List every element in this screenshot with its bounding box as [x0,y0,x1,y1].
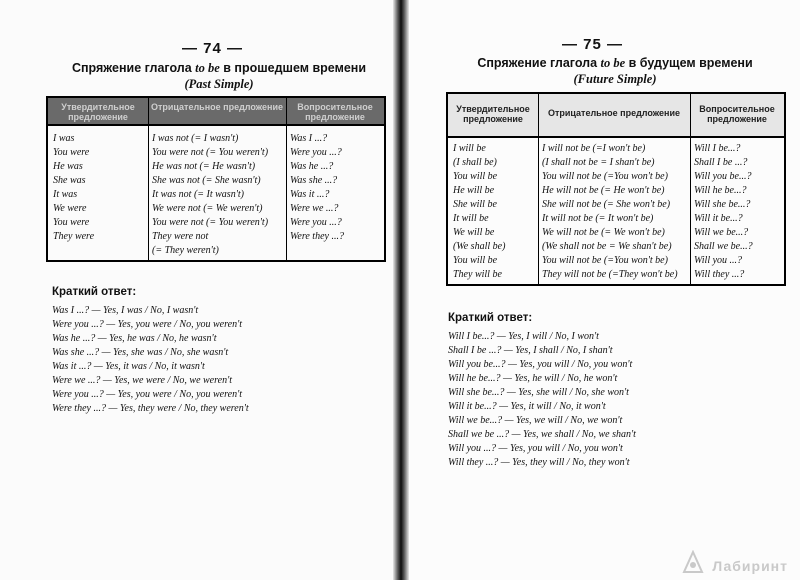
table-cell: You were not (= You weren't) [152,217,269,228]
table-cell: It will not be (= It won't be) [542,213,654,224]
short-answer-line: Will she be...? — Yes, she will / No, she won't [448,387,629,398]
table-cell: They will be [453,269,502,280]
short-answer-line: Were you ...? — Yes, you were / No, you weren't [52,389,242,400]
table-cell: She will be [453,199,497,210]
left-page [0,0,398,580]
table-divider [286,98,287,260]
short-answer-list [448,330,636,470]
watermark: Лабиринт [712,558,788,574]
short-answer-line: Will he be...? — Yes, he will / No, he won't [448,373,618,384]
table-cell: (= They weren't) [152,245,219,256]
table-cell: I will be [453,143,486,154]
table-cell: Will they ...? [694,269,745,280]
table-cell: Shall we be...? [694,241,753,252]
table-cell: We were not (= We weren't) [152,203,263,214]
table-cell: Was she ...? [290,175,338,186]
table-cell: She will not be (= She won't be) [542,199,671,210]
table-cell: You will be [453,255,498,266]
table-cell: (I shall not be = I shan't be) [542,157,655,168]
table-cell: You were not (= You weren't) [152,147,269,158]
table-cell: I was [53,133,75,144]
table-cell: (I shall be) [453,157,497,168]
short-answer-line: Was she ...? — Yes, she was / No, she wasn't [52,347,229,358]
short-answer-line: Was it ...? — Yes, it was / No, it wasn't [52,361,205,372]
table-cell: Will you ...? [694,255,743,266]
short-answer-line: Will you be...? — Yes, you will / No, you won't [448,359,633,370]
table-cell: Was I ...? [290,133,328,144]
short-answer-line: Will it be...? — Yes, it will / No, it won't [448,401,606,412]
table-cell: Will it be...? [694,213,743,224]
table-cell: We will be [453,227,495,238]
table-header-question: Вопросительное предложение [690,94,784,138]
table-cell: I was not (= I wasn't) [152,133,239,144]
table-cell: They were [53,231,95,242]
table-cell: Shall I be ...? [694,157,748,168]
short-answer-heading: Краткий ответ: [448,312,533,324]
short-answer-line: Will I be...? — Yes, I will / No, I won't [448,331,599,342]
table-cell: You were [53,147,90,158]
question-column [694,142,753,282]
table-cell: Will you be...? [694,171,752,182]
short-answer-line: Will you ...? — Yes, you will / No, you won't [448,443,623,454]
table-cell: Will he be...? [694,185,747,196]
table-cell: It was [53,189,78,200]
page-number: — 74 — [182,40,244,57]
short-answer-line: Shall I be ...? — Yes, I shall / No, I shan't [448,345,613,356]
table-cell: You will be [453,171,498,182]
table-cell: You will not be (=You won't be) [542,255,668,266]
short-answer-line: Were they ...? — Yes, they were / No, they weren't [52,403,249,414]
short-answer-list [52,304,249,416]
table-cell: You were [53,217,90,228]
table-cell: Was he ...? [290,161,334,172]
short-answer-line: Was I ...? — Yes, I was / No, I wasn't [52,305,199,316]
table-cell: Will I be...? [694,143,741,154]
table-cell: They were not [152,231,209,242]
short-answer-line: Were you ...? — Yes, you were / No, you weren't [52,319,242,330]
table-cell: It was not (= It wasn't) [152,189,244,200]
table-cell: She was not (= She wasn't) [152,175,261,186]
table-header-question: Вопросительное предложение [286,98,384,126]
right-page [402,0,800,580]
table-cell: He will be [453,185,495,196]
table-divider [538,94,539,284]
negative-column [542,142,678,282]
short-answer-heading: Краткий ответ: [52,286,137,298]
table-cell: It will be [453,213,489,224]
page-title: Спряжение глагола to be в будущем времени (Future Simple) [477,56,753,86]
table-cell: She was [53,175,86,186]
table-cell: We were [53,203,87,214]
affirmative-column [453,142,505,282]
past-simple-table [46,96,386,262]
affirmative-column [53,132,94,244]
table-cell: We will not be (= We won't be) [542,227,665,238]
page-title: Спряжение глагола to be в прошедшем времени (Past Simple) [71,61,367,91]
negative-column [152,132,268,258]
table-cell: I will not be (=I won't be) [542,143,646,154]
short-answer-line: Will they ...? — Yes, they will / No, they won't [448,457,630,468]
table-cell: He was not (= He wasn't) [152,161,256,172]
table-divider [148,98,149,260]
short-answer-line: Shall we be ...? — Yes, we shall / No, we shan't [448,429,636,440]
table-cell: Were you ...? [290,147,342,158]
table-cell: You will not be (=You won't be) [542,171,668,182]
table-cell: Were we ...? [290,203,339,214]
table-cell: He will not be (= He won't be) [542,185,665,196]
question-column [290,132,344,244]
table-cell: Will we be...? [694,227,749,238]
short-answer-line: Were we ...? — Yes, we were / No, we weren't [52,375,232,386]
page-number: — 75 — [562,36,624,53]
future-simple-table [446,92,786,286]
short-answer-line: Will we be...? — Yes, we will / No, we won't [448,415,623,426]
table-header-affirmative: Утвердительное предложение [448,94,538,138]
table-divider [690,94,691,284]
table-cell: (We shall not be = We shan't be) [542,241,672,252]
table-header-negative: Отрицательное предложение [148,98,286,126]
short-answer-line: Was he ...? — Yes, he was / No, he wasn't [52,333,217,344]
table-cell: Will she be...? [694,199,751,210]
table-header-negative: Отрицательное предложение [538,94,690,138]
table-cell: Were they ...? [290,231,344,242]
labirint-logo-icon [682,550,704,576]
table-header-affirmative: Утвердительное предложение [48,98,148,126]
table-cell: (We shall be) [453,241,506,252]
book-spine [393,0,409,580]
table-cell: They will not be (=They won't be) [542,269,678,280]
table-cell: He was [53,161,83,172]
table-cell: Were you ...? [290,217,342,228]
table-cell: Was it ...? [290,189,330,200]
